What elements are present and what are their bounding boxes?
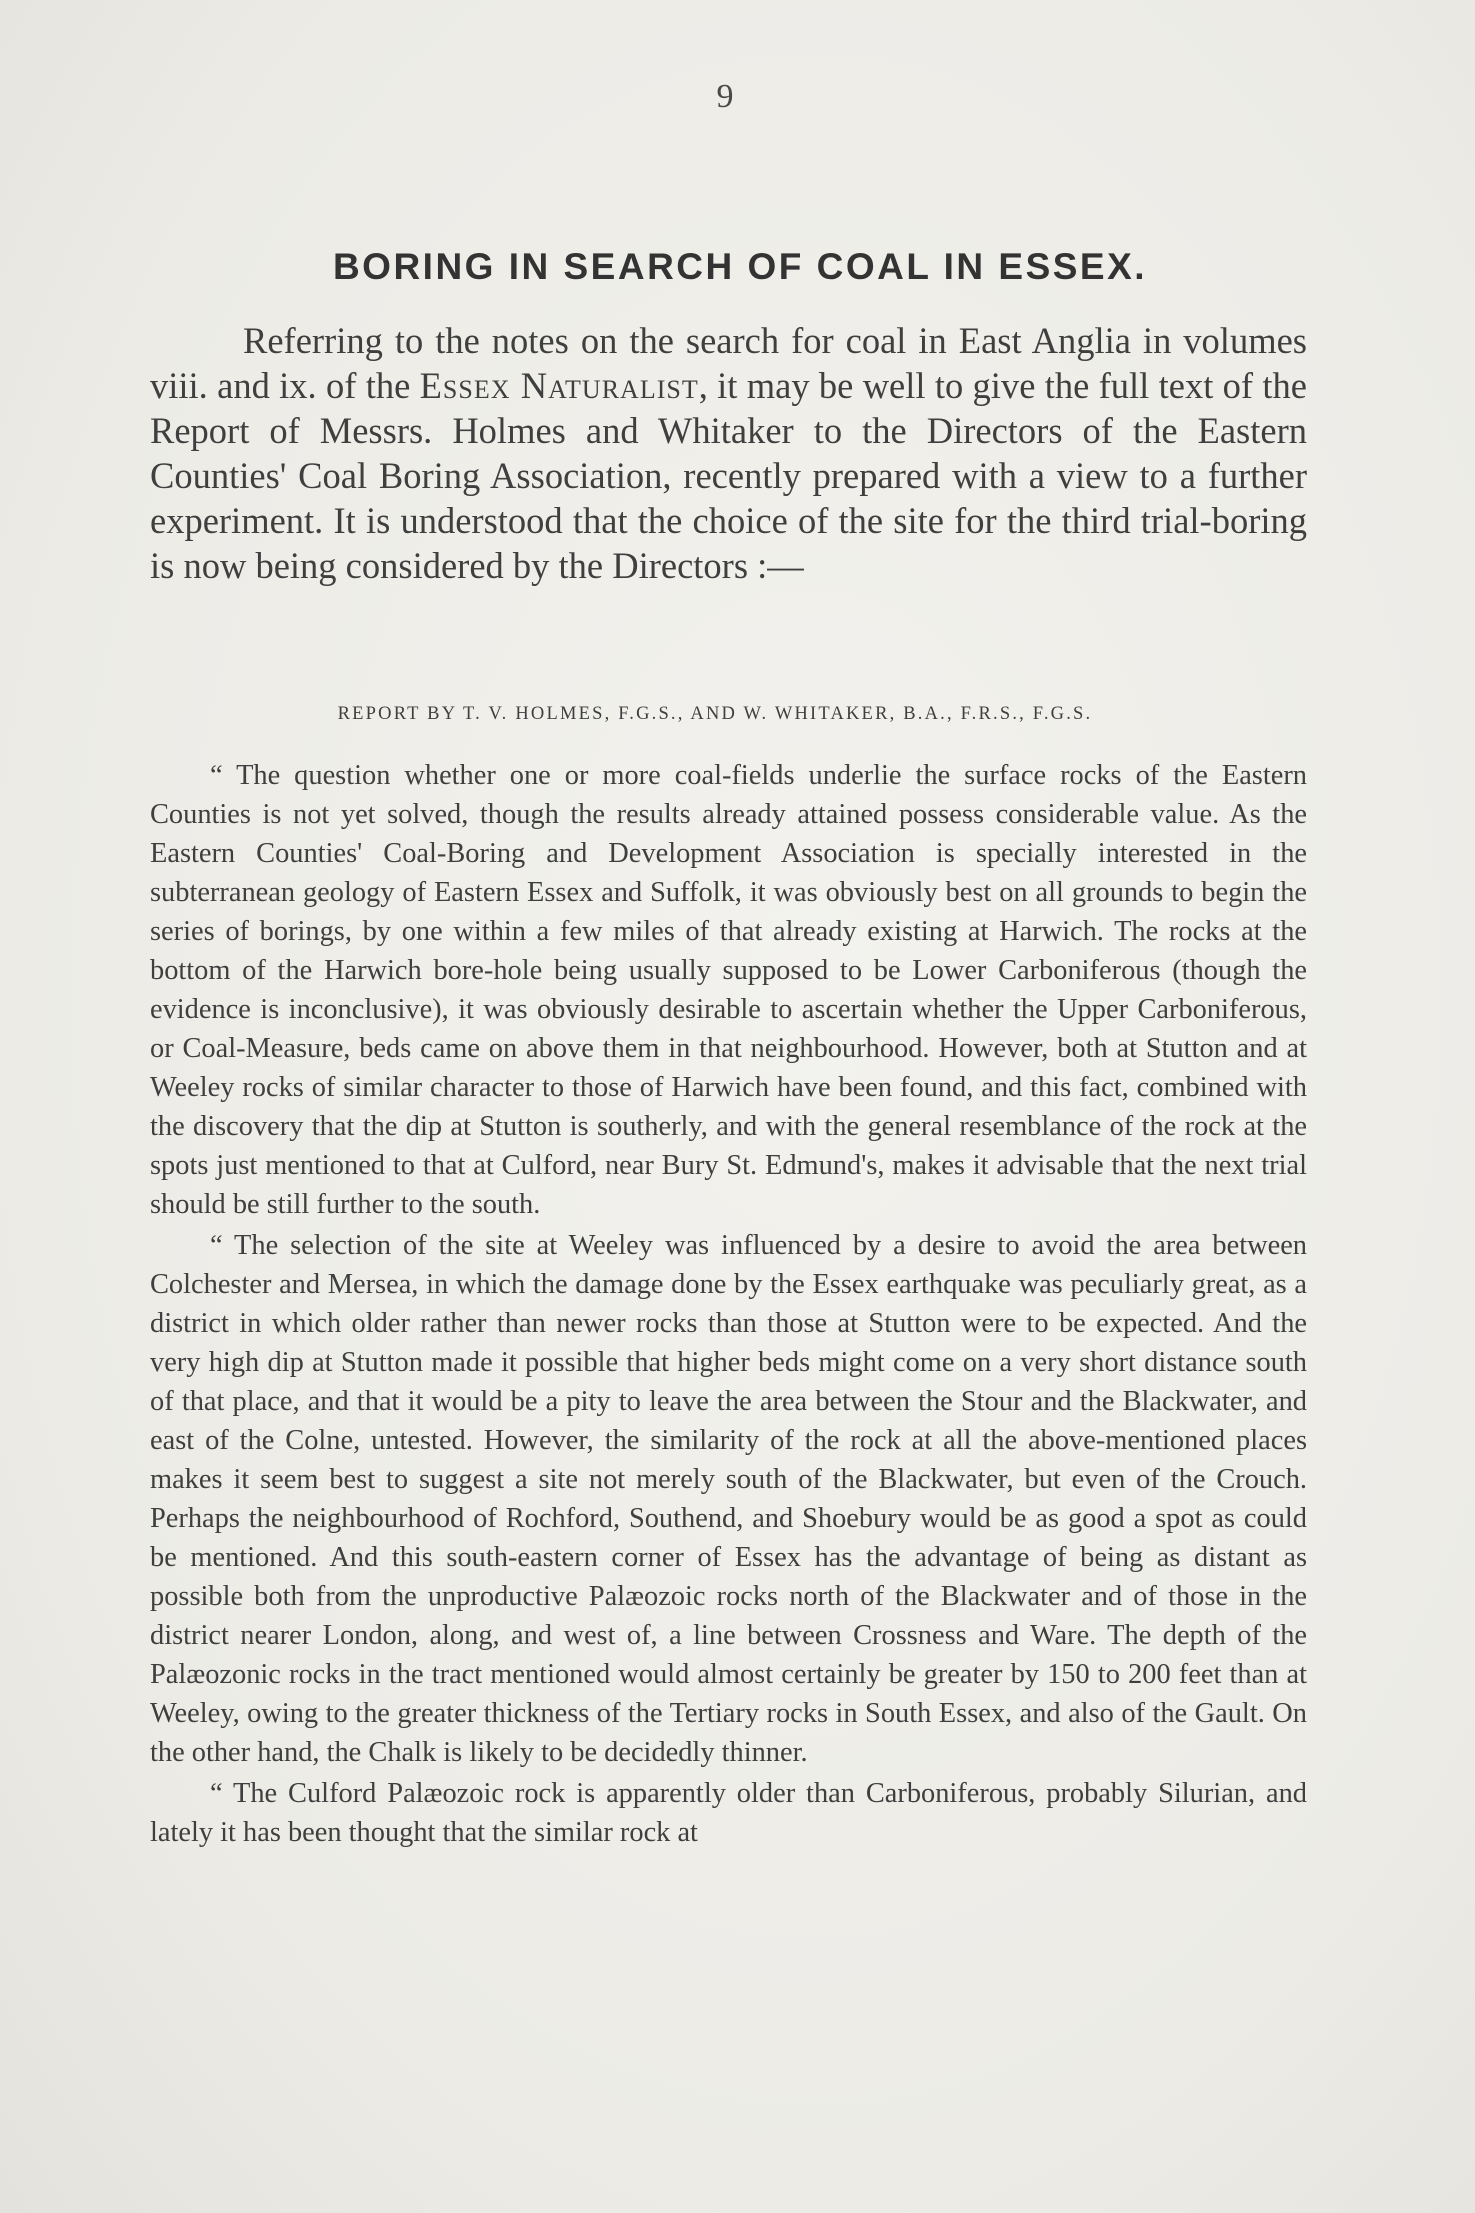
page-number: 9 xyxy=(716,78,734,115)
article-title: BORING IN SEARCH OF COAL IN ESSEX. xyxy=(332,246,1148,287)
report-body xyxy=(150,756,1307,1852)
report-heading: REPORT BY T. V. HOLMES, F.G.S., AND W. WHITAKER, B.A., F.R.S., F.G.S. xyxy=(337,704,1093,724)
intro-paragraph xyxy=(150,318,1307,588)
journal-name: Essex Naturalist xyxy=(419,365,699,406)
intro-text-start: Referring to the notes on the search for coal in East Anglia in volumes viii. and ix. of the xyxy=(150,320,1307,406)
report-paragraph-3: “ The Culford Palæozoic rock is apparently older than Carboniferous, probably Silurian, and lately it has been thought that the similar rock at xyxy=(150,1778,1307,1848)
report-paragraph-2: “ The selection of the site at Weeley was influenced by a desire to avoid the area between Colchester and Mersea, in which the damage done by the Essex earthquake was peculiarly great, as a district in which older rather than newer rocks than those at Stutton were to be expected. And the very high dip at Stutton made it possible that higher beds might come on a very short distance south of that place, and that it would be a pity to leave the area between the Stour and the Blackwater, and east of the Colne, untested. However, the similarity of the rock at all the above-mentioned places makes it seem best to suggest a site not merely south of the Blackwater, but even of the Crouch. Perhaps the neighbourhood of Rochford, Southend, and Shoebury would be as good a spot as could be mentioned. And this south-eastern corner of Essex has the advantage of being as distant as possible both from the unproductive Palæozoic rocks north of the Blackwater and of those in the district nearer London, along, and west of, a line between Crossness and Ware. The depth of the Palæozonic rocks in the tract mentioned would almost certainly be greater by 150 to 200 feet than at Weeley, owing to the greater thickness of the Tertiary rocks in South Essex, and also of the Gault. On the other hand, the Chalk is likely to be decidedly thinner. xyxy=(150,1230,1307,1768)
report-paragraph-1: “ The question whether one or more coal-fields underlie the surface rocks of the Eastern Counties is not yet solved, though the results already attained possess considerable value. As the Eastern Counties' Coal-Boring and Development Association is specially interested in the subterranean geology of Eastern Essex and Suffolk, it was obviously best on all grounds to begin the series of borings, by one within a few miles of that already existing at Harwich. The rocks at the bottom of the Harwich bore-hole being usually supposed to be Lower Carboniferous (though the evidence is inconclusive), it was obviously desirable to ascertain whether the Upper Carboniferous, or Coal-Measure, beds came on above them in that neighbourhood. However, both at Stutton and at Weeley rocks of similar character to those of Harwich have been found, and this fact, combined with the discovery that the dip at Stutton is southerly, and with the general resemblance of the rock at the spots just mentioned to that at Culford, near Bury St. Edmund's, makes it advisable that the next trial should be still further to the south. xyxy=(150,760,1307,1220)
intro-text-end: , it may be well to give the full text of the Report of Messrs. Holmes and Whitaker to the Directors of the Eastern Counties' Coal Boring Association, recently prepared with a view to a further experiment. It is understood that the choice of the site for the third trial-boring is now being considered by the Directors :— xyxy=(150,365,1307,586)
